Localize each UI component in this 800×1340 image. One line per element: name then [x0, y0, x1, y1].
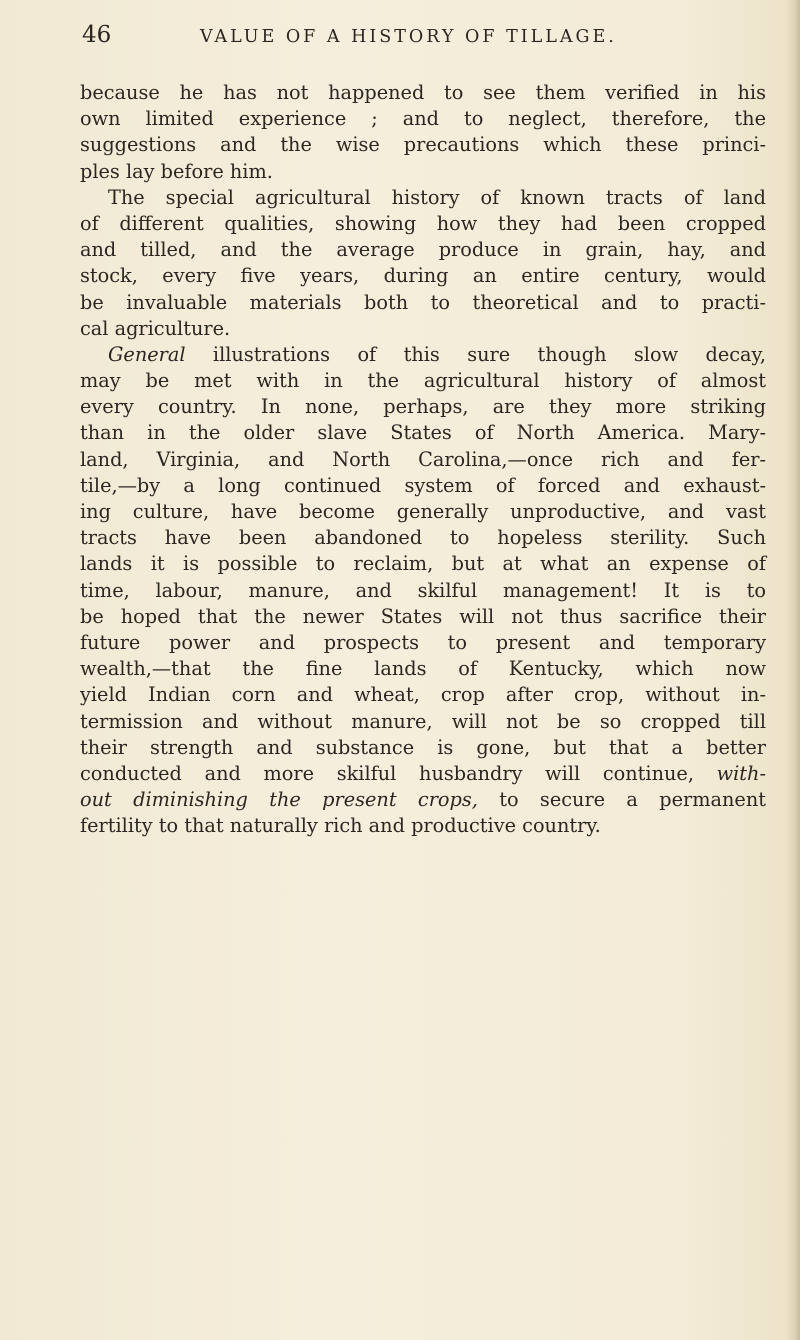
text-line: tile,—by a long continued system of forced and exhaust-: [80, 473, 766, 497]
text-line: [80, 342, 766, 368]
text-line: stock, every five years, during an entire century, would: [80, 264, 766, 288]
text-line: and tilled, and the average produce in grain, hay, and: [80, 238, 766, 262]
page-header: [82, 22, 772, 52]
text-line: land, Virginia, and North Carolina,—once rich and fer-: [80, 447, 766, 471]
text-line: because he has not happened to see them verified in his: [80, 81, 766, 104]
text-line: own limited experience ; and to neglect, therefore, the: [80, 107, 766, 131]
italic-text: with-: [716, 761, 766, 785]
text-line: of different qualities, showing how they had been cropped: [80, 211, 766, 235]
text-line: ing culture, have become generally unproductive, and vast: [80, 500, 766, 523]
text-line: fertility to that naturally rich and productive country.: [80, 814, 601, 838]
paragraph-3: [80, 342, 766, 840]
italic-text: out diminishing the present crops,: [80, 788, 478, 812]
text-line: tracts have been abandoned to hopeless sterility. Such: [80, 526, 766, 550]
page-number: 46: [82, 22, 112, 48]
text-line: termission and without manure, will not be so cropped till: [80, 709, 766, 733]
text-line: their strength and substance is gone, but that a better: [80, 735, 766, 759]
text-line: than in the older slave States of North America. Mary-: [80, 421, 766, 445]
running-title: VALUE OF A HISTORY OF TILLAGE.: [200, 27, 617, 47]
paragraph-2: [80, 185, 766, 342]
text-line: be hoped that the newer States will not thus sacrifice their: [80, 604, 766, 628]
text-run: conducted and more skilful husbandry will continue,: [80, 761, 717, 785]
text-line: suggestions and the wise precautions which these princi-: [80, 133, 766, 157]
text-line: [80, 787, 766, 813]
text-line: may be met with in the agricultural history of almost: [80, 369, 766, 393]
text-line: cal agriculture.: [80, 316, 231, 340]
text-line: ples lay before him.: [80, 159, 273, 183]
text-run: illustrations of this sure though slow decay,: [185, 342, 766, 366]
text-line: every country. In none, perhaps, are they more striking: [80, 395, 766, 419]
text-line: The special agricultural history of known tracts of land: [108, 185, 766, 209]
page-edge-shadow: [786, 0, 800, 1340]
body-text: [80, 80, 766, 839]
paragraph-1: [80, 80, 766, 185]
text-line: future power and prospects to present and temporary: [80, 630, 766, 654]
italic-general: General: [108, 342, 186, 366]
text-line: be invaluable materials both to theoretical and to practi-: [80, 290, 766, 314]
text-line: wealth,—that the fine lands of Kentucky, which now: [80, 657, 766, 681]
text-line: yield Indian corn and wheat, crop after crop, without in-: [80, 683, 766, 707]
text-run: to secure a permanent: [477, 788, 766, 812]
text-line: [80, 761, 766, 787]
text-line: time, labour, manure, and skilful management! It is to: [80, 578, 766, 602]
text-line: lands it is possible to reclaim, but at what an expense of: [80, 552, 766, 576]
